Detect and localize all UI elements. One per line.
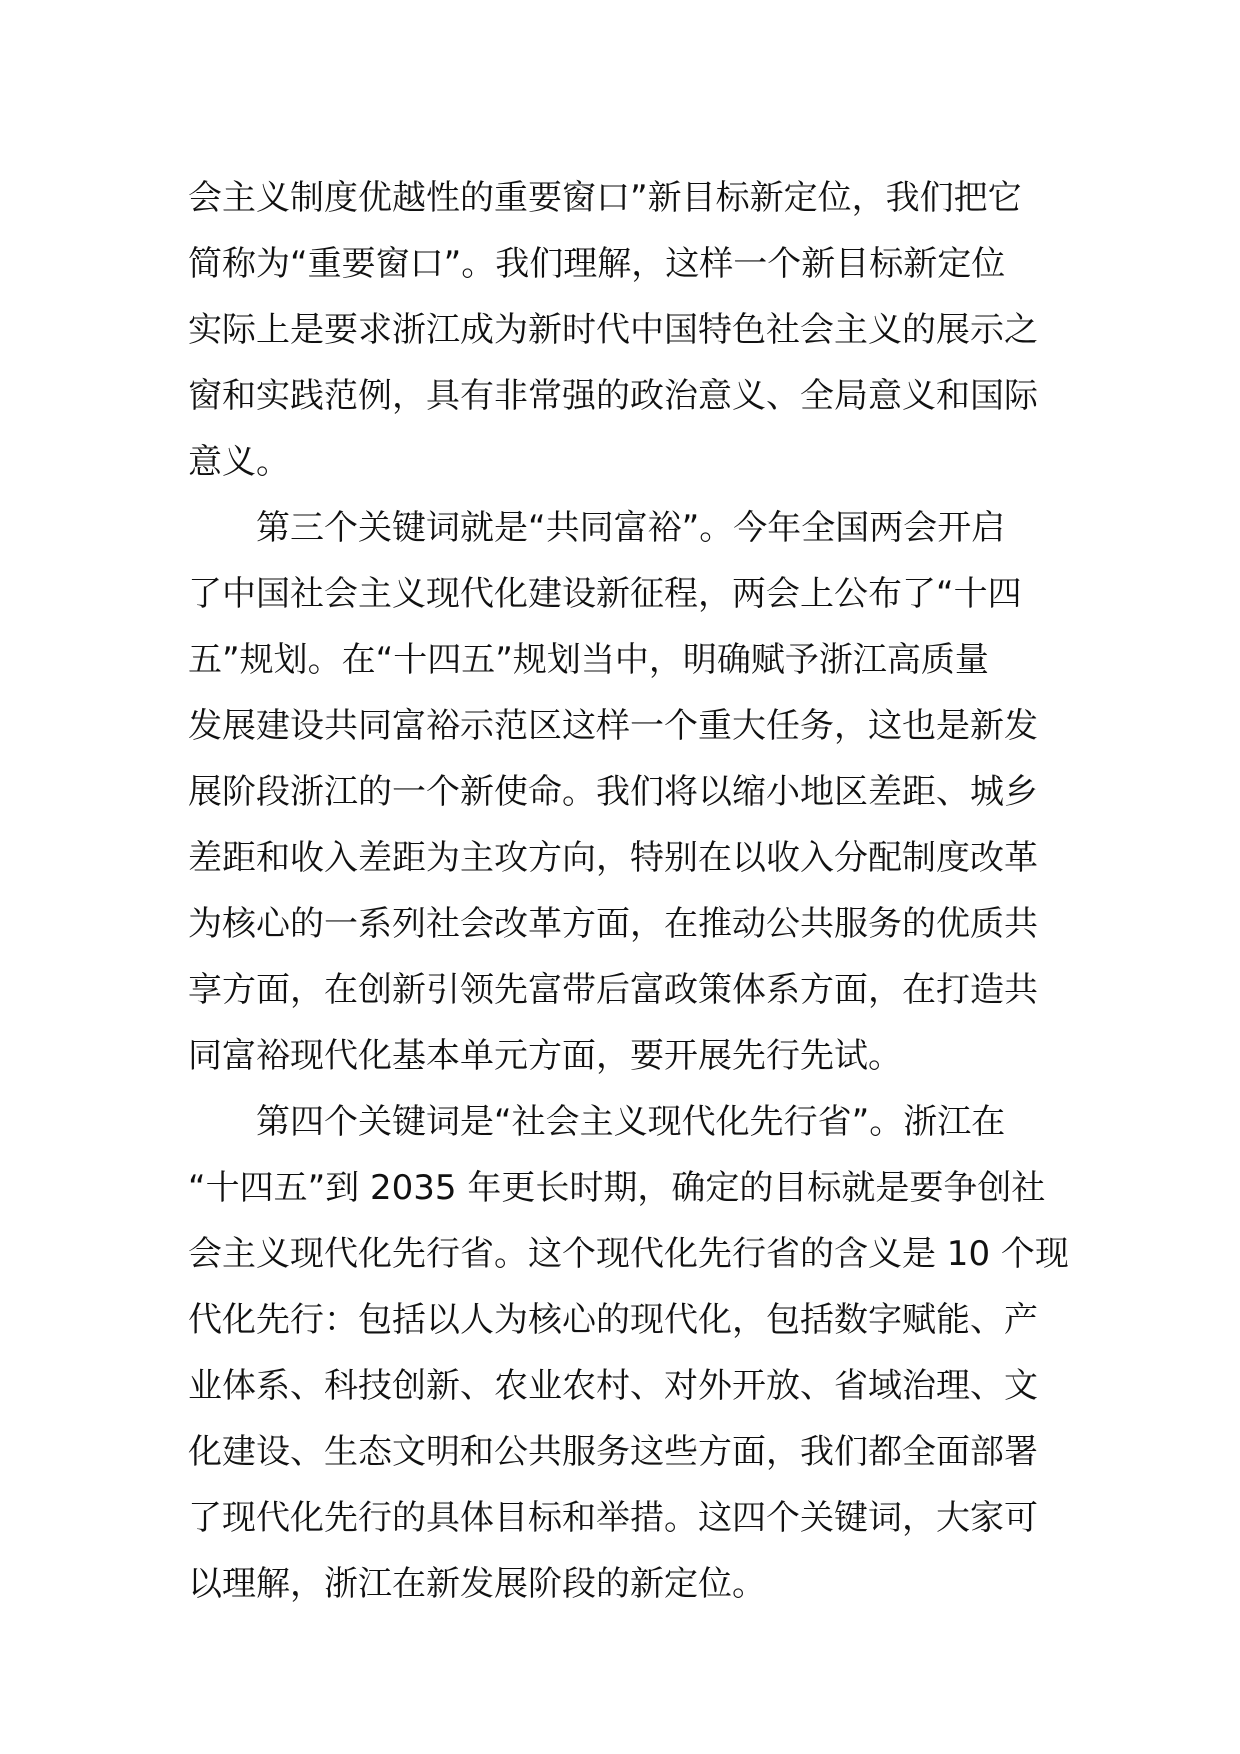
paragraph-2-line-7: 为核心的一系列社会改革方面，在推动公共服务的优质共 [188,904,1038,944]
paragraph-3-line-5: 业体系、科技创新、农业农村、对外开放、省域治理、文 [188,1366,1038,1406]
paragraph-2-line-4: 发展建设共同富裕示范区这样一个重大任务，这也是新发 [188,706,1038,746]
paragraph-2-line-1: 第三个关键词就是“共同富裕”。今年全国两会开启 [256,508,1006,548]
paragraph-1-line-5: 意义。 [188,442,290,482]
document-body [188,165,1069,1617]
paragraph-1-line-2: 简称为“重要窗口”。我们理解，这样一个新目标新定位 [188,244,1006,284]
paragraph-3-line-4: 代化先行：包括以人为核心的现代化，包括数字赋能、产 [188,1300,1038,1340]
paragraph-2-line-9: 同富裕现代化基本单元方面，要开展先行先试。 [188,1036,902,1076]
paragraph-3-line-2: “十四五”到 2035 年更长时期，确定的目标就是要争创社 [188,1168,1046,1208]
paragraph-2-line-5: 展阶段浙江的一个新使命。我们将以缩小地区差距、城乡 [188,772,1038,812]
paragraph-3-line-1: 第四个关键词是“社会主义现代化先行省”。浙江在 [256,1102,1006,1142]
paragraph-1-line-3: 实际上是要求浙江成为新时代中国特色社会主义的展示之 [188,310,1038,350]
paragraph-2-line-3: 五”规划。在“十四五”规划当中，明确赋予浙江高质量 [188,640,989,680]
paragraph-1-line-1: 会主义制度优越性的重要窗口”新目标新定位，我们把它 [188,178,1022,218]
paragraph-1-line-4: 窗和实践范例，具有非常强的政治意义、全局意义和国际 [188,376,1038,416]
paragraph-3-line-3: 会主义现代化先行省。这个现代化先行省的含义是 10 个现 [188,1234,1069,1274]
paragraph-3-line-6: 化建设、生态文明和公共服务这些方面，我们都全面部署 [188,1432,1038,1472]
paragraph-2-line-8: 享方面，在创新引领先富带后富政策体系方面，在打造共 [188,970,1038,1010]
paragraph-3-line-7: 了现代化先行的具体目标和举措。这四个关键词，大家可 [188,1498,1038,1538]
paragraph-2-line-6: 差距和收入差距为主攻方向，特别在以收入分配制度改革 [188,838,1038,878]
paragraph-3-line-8: 以理解，浙江在新发展阶段的新定位。 [188,1564,766,1604]
paragraph-2-line-2: 了中国社会主义现代化建设新征程，两会上公布了“十四 [188,574,1022,614]
